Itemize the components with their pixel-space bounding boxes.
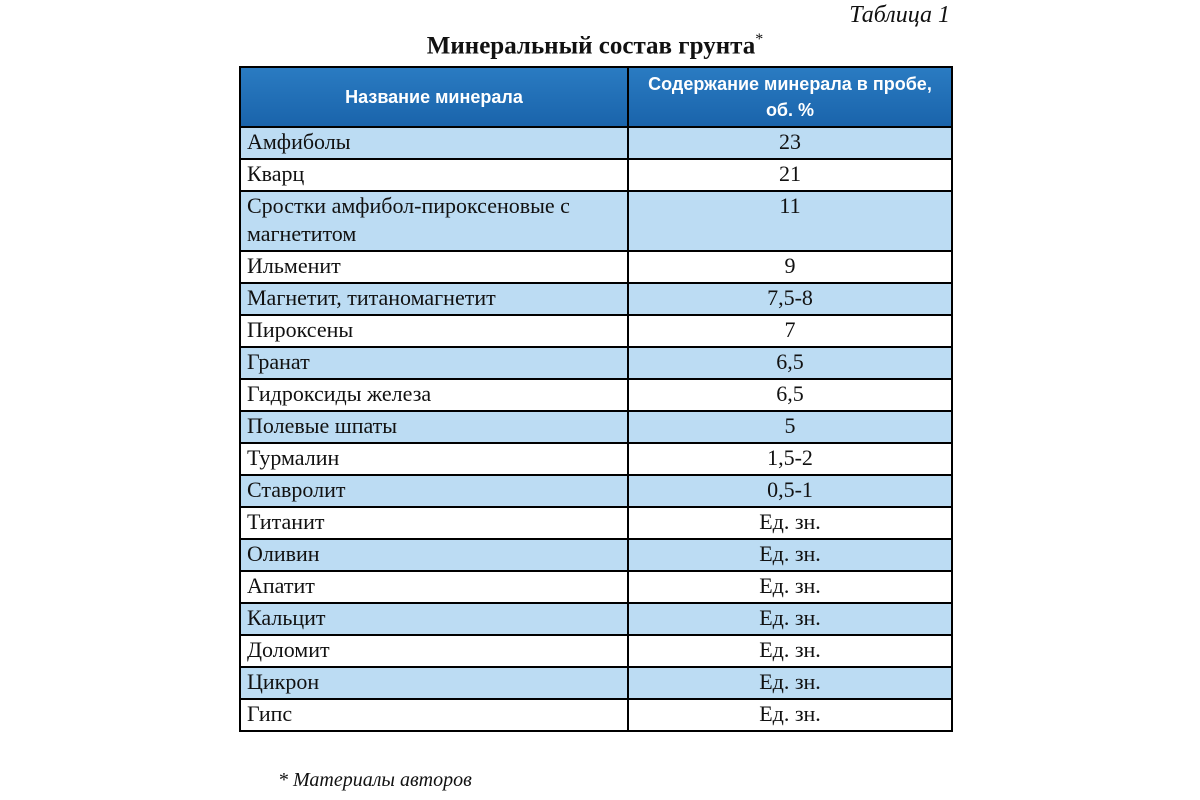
mineral-name-cell: Амфиболы: [240, 127, 628, 159]
table-row: [240, 699, 952, 731]
table-row: [240, 603, 952, 635]
table-row: [240, 127, 952, 159]
mineral-name-cell: Апатит: [240, 571, 628, 603]
mineral-value-cell: 5: [628, 411, 952, 443]
mineral-name-cell: Гипс: [240, 699, 628, 731]
mineral-name-cell: Оливин: [240, 539, 628, 571]
title-footnote-mark: *: [755, 31, 764, 48]
table-row: [240, 507, 952, 539]
mineral-name-cell: Ставролит: [240, 475, 628, 507]
mineral-value-cell: 0,5-1: [628, 475, 952, 507]
table-row: [240, 635, 952, 667]
table-row: [240, 347, 952, 379]
mineral-name-cell: Цикрон: [240, 667, 628, 699]
mineral-value-cell: Ед. зн.: [628, 699, 952, 731]
mineral-value-cell: 9: [628, 251, 952, 283]
table-title: [240, 31, 950, 60]
mineral-value-cell: 11: [628, 191, 952, 251]
table-row: [240, 283, 952, 315]
mineral-name-cell: Гранат: [240, 347, 628, 379]
table-row: [240, 667, 952, 699]
mineral-name-cell: Пироксены: [240, 315, 628, 347]
table-row: [240, 159, 952, 191]
mineral-name-cell: Гидроксиды железа: [240, 379, 628, 411]
table-row: [240, 539, 952, 571]
mineral-name-cell: Сростки амфибол-пироксеновые с магнетитом: [240, 191, 628, 251]
table-row: [240, 475, 952, 507]
mineral-value-cell: Ед. зн.: [628, 667, 952, 699]
mineral-value-cell: Ед. зн.: [628, 507, 952, 539]
mineral-value-cell: 7,5-8: [628, 283, 952, 315]
mineral-name-cell: Кварц: [240, 159, 628, 191]
mineral-composition-table: [239, 66, 953, 732]
mineral-value-cell: 7: [628, 315, 952, 347]
mineral-name-cell: Доломит: [240, 635, 628, 667]
header-mineral-content: Содержание минерала в пробе, об. %: [628, 67, 952, 127]
table-row: [240, 571, 952, 603]
mineral-value-cell: 1,5-2: [628, 443, 952, 475]
mineral-value-cell: 21: [628, 159, 952, 191]
table-row: [240, 191, 952, 251]
mineral-value-cell: Ед. зн.: [628, 635, 952, 667]
table-number-label: Таблица 1: [849, 2, 950, 28]
footnote: * Материалы авторов: [278, 769, 472, 791]
mineral-value-cell: Ед. зн.: [628, 539, 952, 571]
mineral-value-cell: Ед. зн.: [628, 571, 952, 603]
mineral-name-cell: Турмалин: [240, 443, 628, 475]
table-row: [240, 411, 952, 443]
mineral-value-cell: 6,5: [628, 379, 952, 411]
mineral-name-cell: Магнетит, титаномагнетит: [240, 283, 628, 315]
mineral-name-cell: Титанит: [240, 507, 628, 539]
table-row: [240, 251, 952, 283]
table-header-row: [240, 67, 952, 127]
mineral-name-cell: Ильменит: [240, 251, 628, 283]
mineral-name-cell: Кальцит: [240, 603, 628, 635]
table-row: [240, 315, 952, 347]
table-row: [240, 443, 952, 475]
mineral-value-cell: 6,5: [628, 347, 952, 379]
table-title-text: Минеральный состав грунта: [426, 32, 756, 60]
table-row: [240, 379, 952, 411]
header-mineral-name: Название минерала: [240, 67, 628, 127]
mineral-name-cell: Полевые шпаты: [240, 411, 628, 443]
mineral-value-cell: 23: [628, 127, 952, 159]
mineral-value-cell: Ед. зн.: [628, 603, 952, 635]
